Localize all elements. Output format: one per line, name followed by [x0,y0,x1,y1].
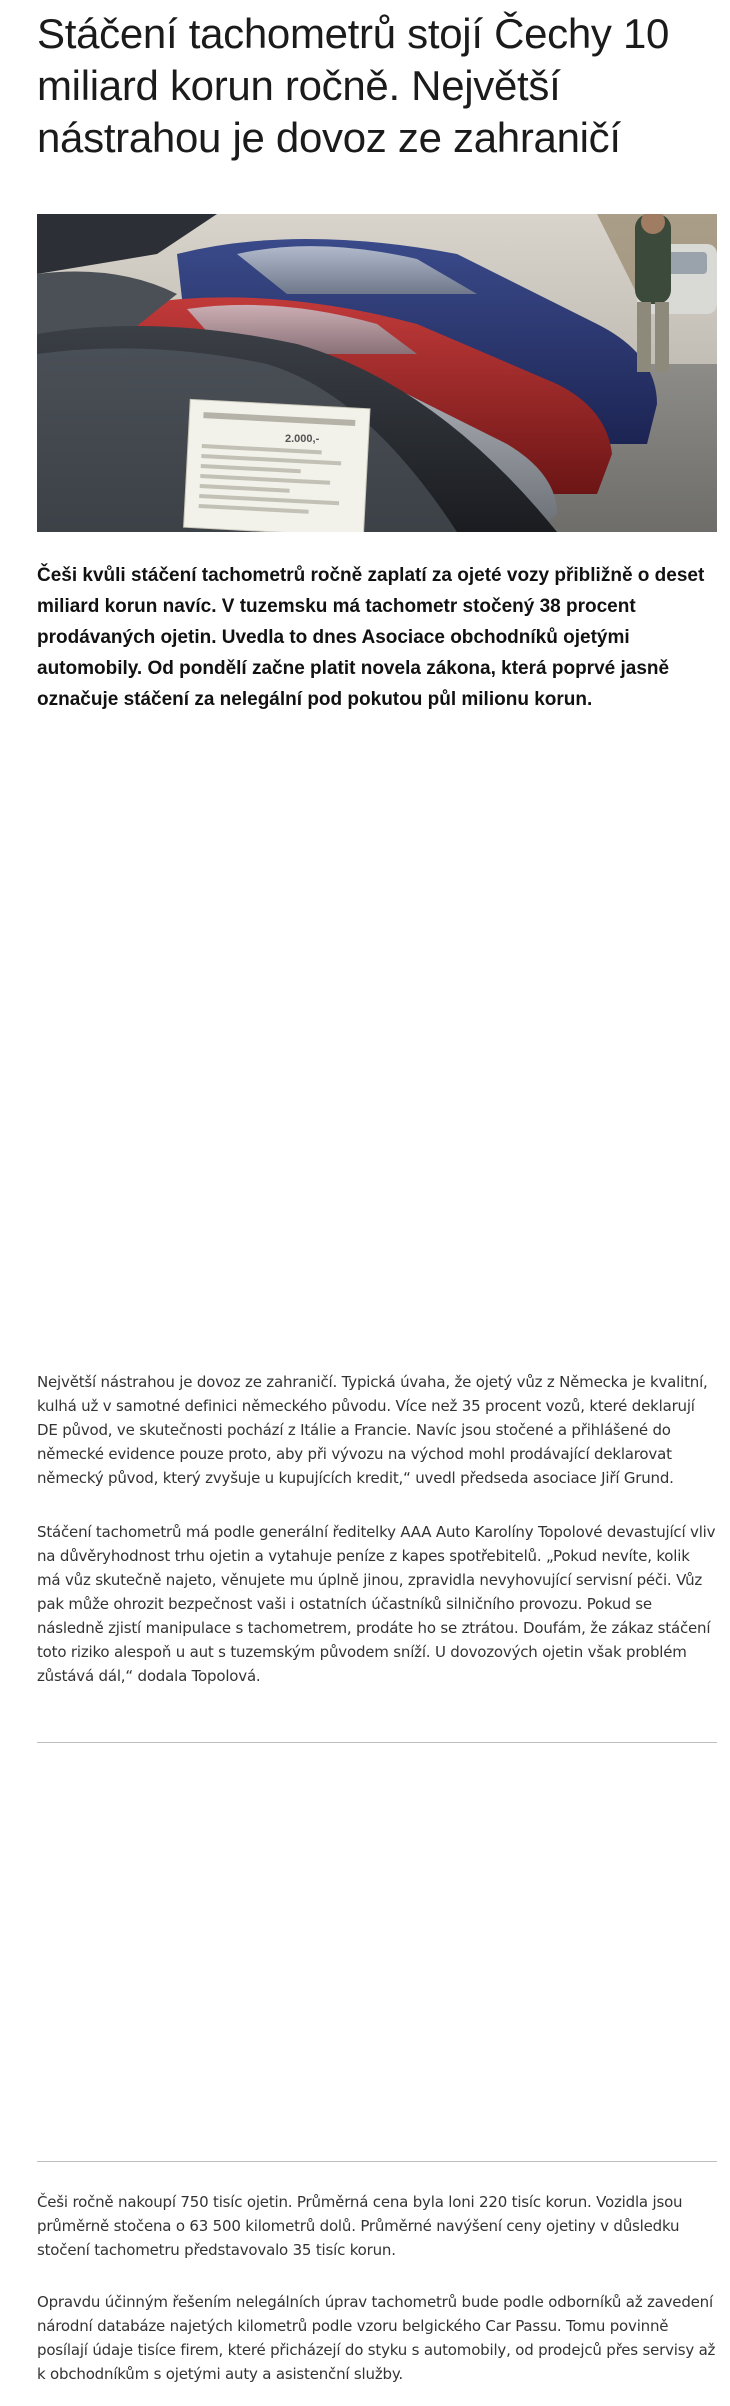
article-lead: Češi kvůli stáčení tachometrů ročně zaplatí za ojeté vozy přibližně o deset miliard korun navíc. V tuzemsku má tachometr stočený 38 procent prodávaných ojetin. Uvedla to dnes Asociace obchodníků ojetými automobily. Od pondělí začne platit novela zákona, která poprvé jasně označuje stáčení za nelegální pod pokutou půl milionu korun. [37,565,705,710]
used-cars-lot-image [37,214,717,532]
article-paragraph: Stáčení tachometrů má podle generální ředitelky AAA Auto Karolíny Topolové devastující vliv na důvěryhodnost trhu ojetin a vytahuje peníze z kapes spotřebitelů. „Pokud nevíte, kolik má vůz skutečně najeto, věnujete mu úplně jinou, zpravidla nevyhovující servisní péči. Vůz pak může ohrozit bezpečnost vaši i ostatních účastníků silničního provozu. Pokud se následně zjistí manipulace s tachometrem, prodáte ho se ztrátou. Doufám, že zákaz stáčení toto riziko alespoň u aut s tuzemským původem sníží. U dovozových ojetin však problém zůstává dál,“ dodala Topolová. [37,1523,716,1685]
article-paragraph: Největší nástrahou je dovoz ze zahraničí. Typická úvaha, že ojetý vůz z Německa je kvalitní, kulhá už v samotné definici německého původu. Více než 35 procent vozů, které deklarují DE původ, ve skutečnosti pochází z Itálie a Francie. Navíc jsou stočené a přihlášené do německé evidence pouze proto, aby při vývozu na východ mohl prodávající deklarovat německý původ, který zvyšuje u kupujících kredit,“ uvedl předseda asociace Jiří Grund. [37,1373,708,1487]
hero-photo [37,214,717,532]
price-sign [184,399,370,532]
price-sign-text: 2.000,- [285,433,320,445]
article-paragraph: Češi ročně nakoupí 750 tisíc ojetin. Průměrná cena byla loni 220 tisíc korun. Vozidla jsou průměrně stočena o 63 500 kilometrů dolů. Průměrné navýšení ceny ojetiny v důsledku stočení tachometru představovalo 35 tisíc korun. [37,2193,683,2259]
article-title: Stáčení tachometrů stojí Čechy 10 miliard korun ročně. Největší nástrahou je dovoz ze zahraničí [37,10,670,161]
ad-placeholder [37,740,717,1340]
article-paragraph: Opravdu účinným řešením nelegálních úprav tachometrů bude podle odborníků až zavedení národní databáze najetých kilometrů podle vzoru belgického Car Passu. Tomu povinně posílají údaje tisíce firem, které přicházejí do styku s automobily, od prodejců přes servisy až k obchodníkům s ojetými auty a asistenční služby. [37,2293,716,2383]
divider [37,1742,717,1743]
divider [37,2161,717,2162]
